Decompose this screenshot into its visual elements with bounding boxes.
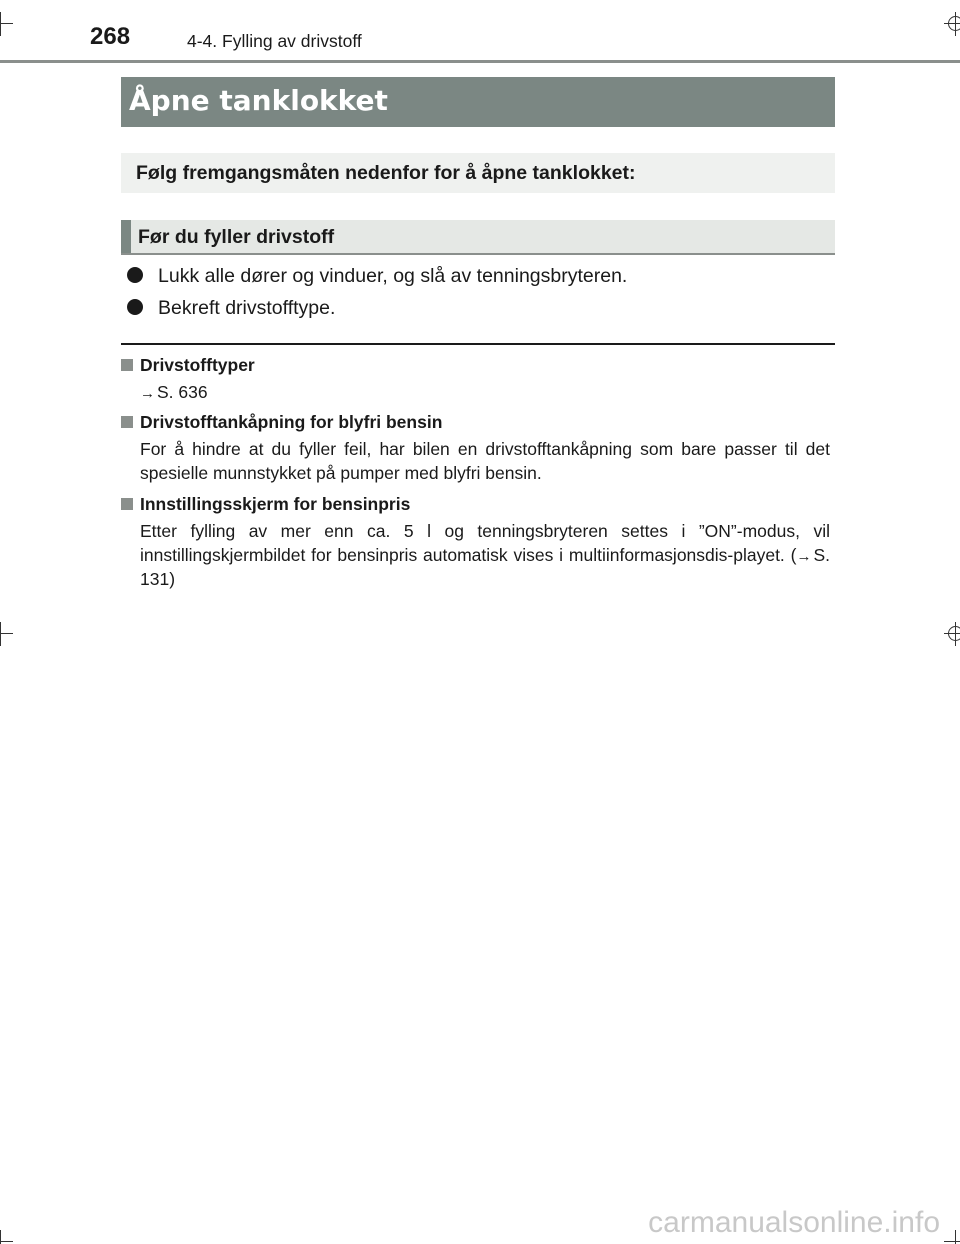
subheading-text: Før du fyller drivstoff: [138, 226, 335, 248]
header-divider: [0, 60, 960, 63]
crop-circle: [948, 16, 960, 31]
bullet-text: Bekreft drivstofftype.: [158, 297, 336, 319]
note-heading: [121, 492, 410, 516]
subheading-bar: [121, 220, 835, 255]
bullet-dot-icon: [127, 267, 143, 283]
note-heading: [121, 410, 442, 434]
section-banner: [121, 77, 835, 127]
square-bullet-icon: [121, 359, 133, 371]
subheading-accent: [121, 220, 131, 253]
crop-mark-top-right: [944, 12, 960, 36]
bullet-item: [125, 263, 627, 289]
intro-text: Følg fremgangsmåten nedenfor for å åpne tanklokket:: [136, 162, 636, 184]
page-number: 268: [90, 23, 131, 50]
crop-mark-top-left: [0, 12, 13, 36]
intro-box: [121, 153, 835, 193]
crop-mark-bottom-right: [944, 1230, 960, 1244]
crop-mark-mid-left: [0, 622, 13, 646]
square-bullet-icon: [121, 416, 133, 428]
note-heading: [121, 353, 255, 377]
page-reference-link[interactable]: S. 636: [157, 382, 208, 402]
note-body: [140, 520, 830, 592]
crop-circle: [948, 626, 960, 641]
note-body: [140, 381, 830, 406]
bullet-text: Lukk alle dører og vinduer, og slå av tenningsbryteren.: [158, 265, 628, 287]
running-header: 4-4. Fylling av drivstoff: [187, 31, 362, 51]
note-text: Etter fylling av mer enn ca. 5 l og tenningsbryteren settes i ”ON”-modus, vil innstillingskjermbildet for bensinpris automatisk vises i multiinformasjonsdis-playet. (: [140, 521, 830, 565]
note-title: Drivstofftyper: [140, 355, 255, 375]
note-title: Drivstofftankåpning for blyfri bensin: [140, 412, 443, 432]
arrow-right-icon: →: [796, 547, 812, 565]
crop-mark-mid-right: [944, 622, 960, 646]
note-title: Innstillingsskjerm for bensinpris: [140, 494, 411, 514]
watermark: carmanualsonline.info: [648, 1206, 940, 1239]
page-title: Åpne tanklokket: [129, 84, 388, 117]
bullet-item: [125, 295, 335, 321]
page-reference-link[interactable]: S. 131): [140, 544, 830, 589]
bullet-dot-icon: [127, 299, 143, 315]
content-divider: [121, 343, 835, 345]
crop-mark-bottom-left: [0, 1230, 13, 1244]
square-bullet-icon: [121, 498, 133, 510]
note-body: For å hindre at du fyller feil, har bilen en drivstofftankåpning som bare passer til det spesielle munnstykket på pumper med blyfri bensin.: [140, 439, 830, 483]
arrow-right-icon: →: [140, 385, 155, 402]
